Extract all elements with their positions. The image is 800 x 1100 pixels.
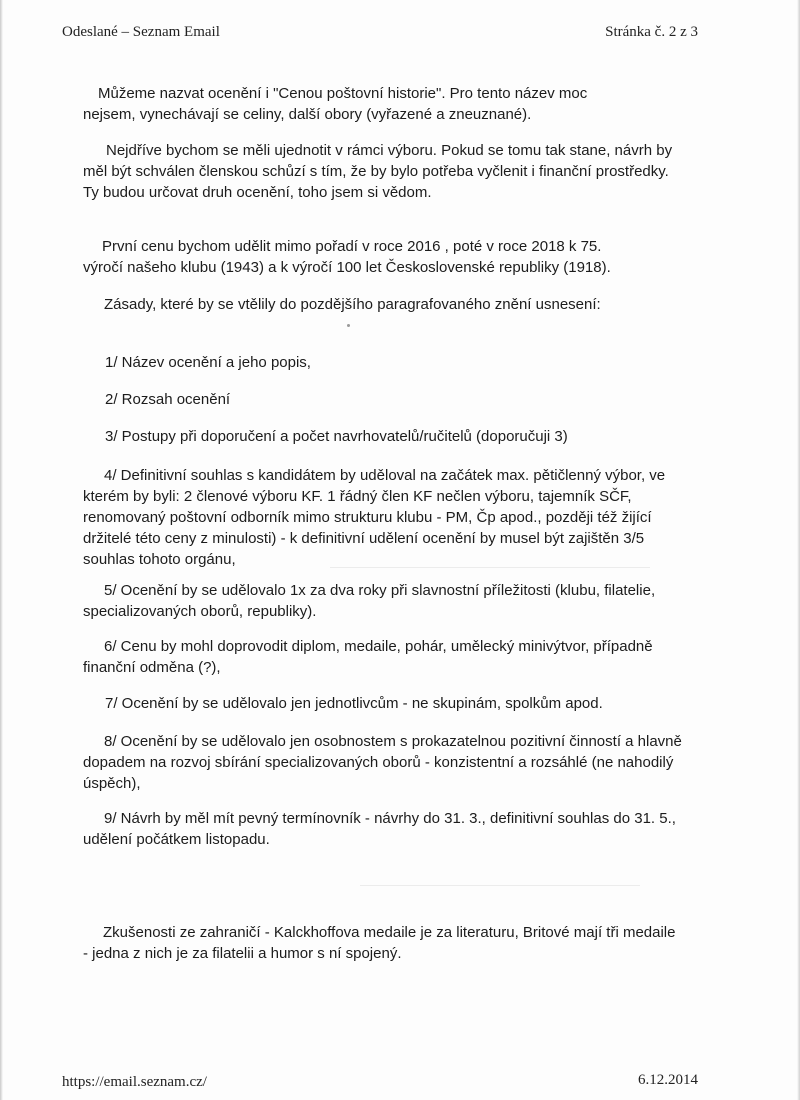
print-header-title: Odeslané – Seznam Email: [62, 24, 220, 40]
scan-artifact-line: [360, 885, 640, 886]
list-item-1: 1/ Název ocenění a jeho popis,: [105, 354, 311, 371]
print-footer-date: 6.12.2014: [638, 1072, 698, 1088]
list-item-5: 5/ Ocenění by se udělovalo 1x za dva roky při slavnostní příležitosti (klubu, filatelie, specializovaných oborů, republiky).: [83, 582, 656, 620]
list-item-4: 4/ Definitivní souhlas s kandidátem by uděloval na začátek max. pětičlenný výbor, ve kterém by byli: 2 členové výboru KF. 1 řádný člen KF nečlen výboru, tajemník SČF, renomovaný poštovní odborník mimo strukturu klubu - PM, Čp apod., později též žijící držitelé této ceny z minulosti) - k definitivní udělení ocenění by musel být zajištěn 3/5 souhlas tohoto orgánu,: [83, 467, 666, 568]
list-item-7: 7/ Ocenění by se udělovalo jen jednotlivcům - ne skupinám, spolkům apod.: [105, 695, 603, 712]
scan-speck: [347, 324, 350, 327]
list-item-9: 9/ Návrh by měl mít pevný termínovník - návrhy do 31. 3., definitivní souhlas do 31. 5., udělení počátkem listopadu.: [83, 810, 676, 848]
paragraph-committee: Nejdříve bychom se měli ujednotit v rámci výboru. Pokud se tomu tak stane, návrh by měl být schválen členskou schůzí s tím, že by bylo potřeba vyčlenit i finanční prostředky. Ty budou určovat druh ocenění, toho jsem si vědom.: [83, 142, 673, 201]
page-edge-shadow-left: [0, 0, 3, 1100]
print-header-page-number: Stránka č. 2 z 3: [605, 24, 698, 40]
list-item-8: 8/ Ocenění by se udělovalo jen osobnostem s prokazatelnou pozitivní činností a hlavně dopadem na rozvoj sbírání specializovaných oborů - konzistentní a rozsáhlé (ne nahodilý úspěch),: [83, 733, 682, 792]
paragraph-foreign-experience: Zkušenosti ze zahraničí - Kalckhoffova medaile je za literaturu, Britové mají tři medaile - jedna z nich je za filatelii a humor s ní spojený.: [83, 924, 676, 962]
paragraph-award-name: Můžeme nazvat ocenění i "Cenou poštovní historie". Pro tento název moc nejsem, vynechávají se celiny, další obory (vyřazené a zneuznané).: [83, 85, 588, 123]
paragraph-principles-intro: Zásady, které by se vtělily do pozdějšího paragrafovaného znění usnesení:: [104, 296, 601, 313]
list-item-6: 6/ Cenu by mohl doprovodit diplom, medaile, pohár, umělecký minivýtvor, případně finanční odměna (?),: [83, 638, 653, 676]
scan-artifact-line: [330, 567, 650, 568]
list-item-3: 3/ Postupy při doporučení a počet navrhovatelů/ručitelů (doporučuji 3): [105, 428, 568, 445]
paragraph-first-award: První cenu bychom udělit mimo pořadí v roce 2016 , poté v roce 2018 k 75. výročí našeho klubu (1943) a k výročí 100 let Československé republiky (1918).: [83, 238, 611, 276]
list-item-2: 2/ Rozsah ocenění: [105, 391, 231, 408]
print-footer-url: https://email.seznam.cz/: [62, 1074, 207, 1090]
